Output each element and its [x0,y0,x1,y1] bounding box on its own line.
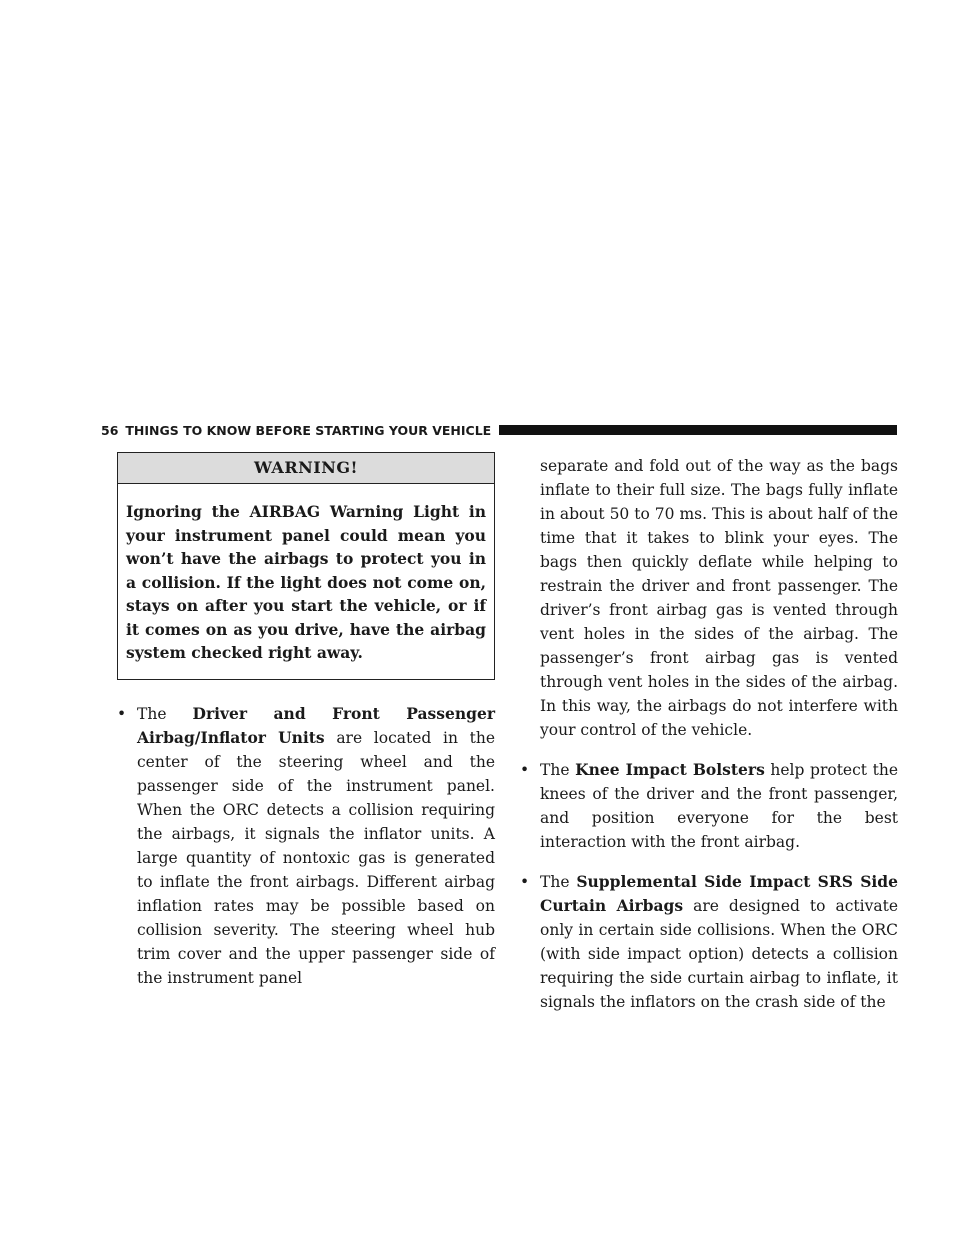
bullet-text: help protect the knees of the driver and the front passenger, and position everyone for the best interaction with the front airbag. [540,761,898,851]
bullet-lead: The [137,704,193,723]
page-header [101,420,897,440]
continued-paragraph: separate and fold out of the way as the bags inflate to their full size. The bags fully inflate in about 50 to 70 ms. This is about half of the time that it takes to blink your eyes. The bags then quickly deflate while helping to restrain the driver and front passenger. The driver’s front airbag gas is vented through vent holes in the sides of the airbag. The passenger’s front airbag gas is vented through vent holes in the sides of the airbag. In this way, the airbags do not interfere with your control of the vehicle. [540,457,898,739]
bullet-icon: • [117,704,127,723]
bullet-bold-term: Knee Impact Bolsters [575,760,765,779]
warning-title: WARNING! [118,453,494,484]
bullet-lead: The [540,761,576,779]
bullet-icon: • [520,761,530,779]
bullet-side-curtain-airbags [520,870,898,1014]
warning-box [117,452,495,680]
left-column [117,452,495,990]
header-rule [499,425,897,435]
bullet-bold-term: Driver and Front Passenger Airbag/Inflator Units [137,703,495,747]
bullet-lead: The [540,873,577,891]
page-number: 56 [101,422,119,438]
bullet-bold-term: Supplemental Side Impact SRS Side Curtain Airbags [540,872,898,915]
section-title: THINGS TO KNOW BEFORE STARTING YOUR VEHICLE [125,422,492,438]
bullet-driver-front-airbags [117,702,495,990]
bullet-text: are designed to activate only in certain side collisions. When the ORC (with side impact option) detects a collision requiring the side curtain airbag to inflate, it signals the inflators on the crash side of the [540,897,898,1011]
bullet-knee-bolsters [520,758,898,854]
bullet-icon: • [520,873,530,891]
bullet-text: are located in the center of the steering wheel and the passenger side of the instrument panel. When the ORC detects a collision requiring the airbags, it signals the inflator units. A large quantity of nontoxic gas is generated to inflate the front airbags. Different airbag inflation rates may be possible based on collision severity. The steering wheel hub trim cover and the upper passenger side of the instrument panel [137,728,495,987]
right-column [520,452,898,1014]
warning-text: Ignoring the AIRBAG Warning Light in your instrument panel could mean you won’t have the airbags to protect you in a collision. If the light does not come on, stays on after you start the vehicle, or if it comes on as you drive, have the airbag system checked right away. [126,502,486,662]
